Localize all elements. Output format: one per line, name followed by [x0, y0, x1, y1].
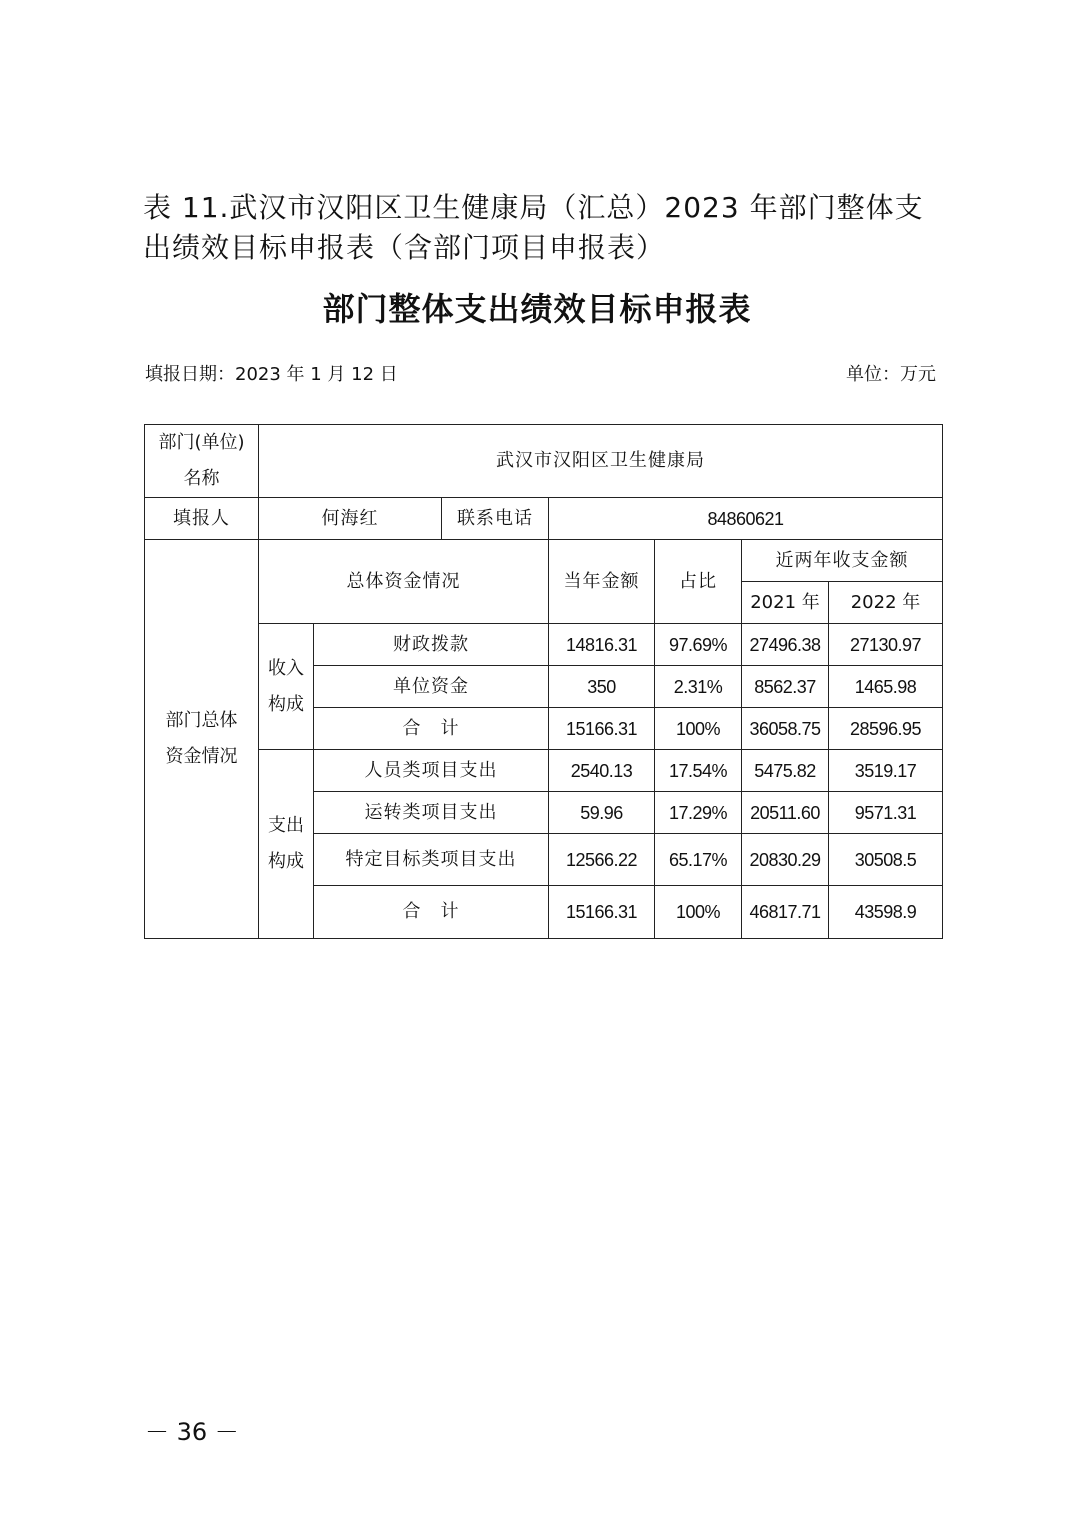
header-year-2022: 2022 年 — [829, 582, 943, 624]
budget-report-table — [144, 424, 943, 939]
row-2022: 1465.98 — [829, 666, 943, 708]
row-2022: 28596.95 — [829, 708, 943, 750]
row-2022: 30508.5 — [829, 834, 943, 886]
row-ratio: 100% — [655, 886, 742, 939]
table-row — [145, 624, 943, 666]
row-ratio: 2.31% — [655, 666, 742, 708]
row-item: 特定目标类项目支出 — [314, 834, 549, 886]
fill-date: 填报日期：2023 年 1 月 12 日 — [145, 364, 398, 385]
document-heading: 表 11.武汉市汉阳区卫生健康局（汇总）2023 年部门整体支出绩效目标申报表（含部门项目申报表） — [143, 191, 924, 264]
row-ratio: 17.29% — [655, 792, 742, 834]
row-2021: 27496.38 — [742, 624, 829, 666]
row-ratio: 100% — [655, 708, 742, 750]
section-label-cell — [145, 540, 259, 939]
row-2022: 3519.17 — [829, 750, 943, 792]
row-2021: 20511.60 — [742, 792, 829, 834]
row-2022: 43598.9 — [829, 886, 943, 939]
dept-label-line1: 部门(单位) — [158, 432, 245, 453]
table-title: 部门整体支出绩效目标申报表 — [322, 290, 752, 328]
dept-name-value: 武汉市汉阳区卫生健康局 — [259, 425, 943, 498]
phone-value: 84860621 — [549, 498, 943, 540]
expense-group-label — [259, 750, 314, 939]
row-ratio: 17.54% — [655, 750, 742, 792]
row-item: 单位资金 — [314, 666, 549, 708]
dept-label-cell — [145, 425, 259, 498]
income-group-line1: 收入 — [268, 657, 304, 679]
header-two-years: 近两年收支金额 — [742, 540, 943, 582]
row-item: 财政拨款 — [314, 624, 549, 666]
unit-label: 单位：万元 — [846, 364, 936, 385]
row-item: 人员类项目支出 — [314, 750, 549, 792]
section-label-line1: 部门总体 — [165, 710, 238, 731]
dept-label-line2: 名称 — [183, 468, 220, 489]
filler-row — [145, 498, 943, 540]
row-amount: 12566.22 — [549, 834, 655, 886]
page-number: － 36 － — [145, 1418, 239, 1446]
row-2021: 20830.29 — [742, 834, 829, 886]
row-2022: 27130.97 — [829, 624, 943, 666]
table-row — [145, 750, 943, 792]
row-item: 运转类项目支出 — [314, 792, 549, 834]
row-amount: 14816.31 — [549, 624, 655, 666]
row-ratio: 65.17% — [655, 834, 742, 886]
expense-group-line2: 构成 — [268, 851, 304, 872]
row-ratio: 97.69% — [655, 624, 742, 666]
income-group-label — [259, 624, 314, 750]
row-2021: 5475.82 — [742, 750, 829, 792]
header-current-amount: 当年金额 — [549, 540, 655, 624]
dept-name-row — [145, 425, 943, 498]
phone-label: 联系电话 — [442, 498, 549, 540]
section-label-line2: 资金情况 — [165, 746, 238, 767]
row-2021: 46817.71 — [742, 886, 829, 939]
header-year-2021: 2021 年 — [742, 582, 829, 624]
row-amount: 350 — [549, 666, 655, 708]
row-2022: 9571.31 — [829, 792, 943, 834]
header-overall: 总体资金情况 — [259, 540, 549, 624]
row-2021: 36058.75 — [742, 708, 829, 750]
row-2021: 8562.37 — [742, 666, 829, 708]
row-amount: 59.96 — [549, 792, 655, 834]
row-item: 合 计 — [314, 708, 549, 750]
filler-name: 何海红 — [259, 498, 442, 540]
expense-group-line1: 支出 — [268, 815, 304, 836]
income-group-line2: 构成 — [268, 693, 304, 715]
filler-label: 填报人 — [145, 498, 259, 540]
row-amount: 2540.13 — [549, 750, 655, 792]
row-amount: 15166.31 — [549, 886, 655, 939]
row-item: 合 计 — [314, 886, 549, 939]
header-row-1 — [145, 540, 943, 582]
row-amount: 15166.31 — [549, 708, 655, 750]
header-ratio: 占比 — [655, 540, 742, 624]
